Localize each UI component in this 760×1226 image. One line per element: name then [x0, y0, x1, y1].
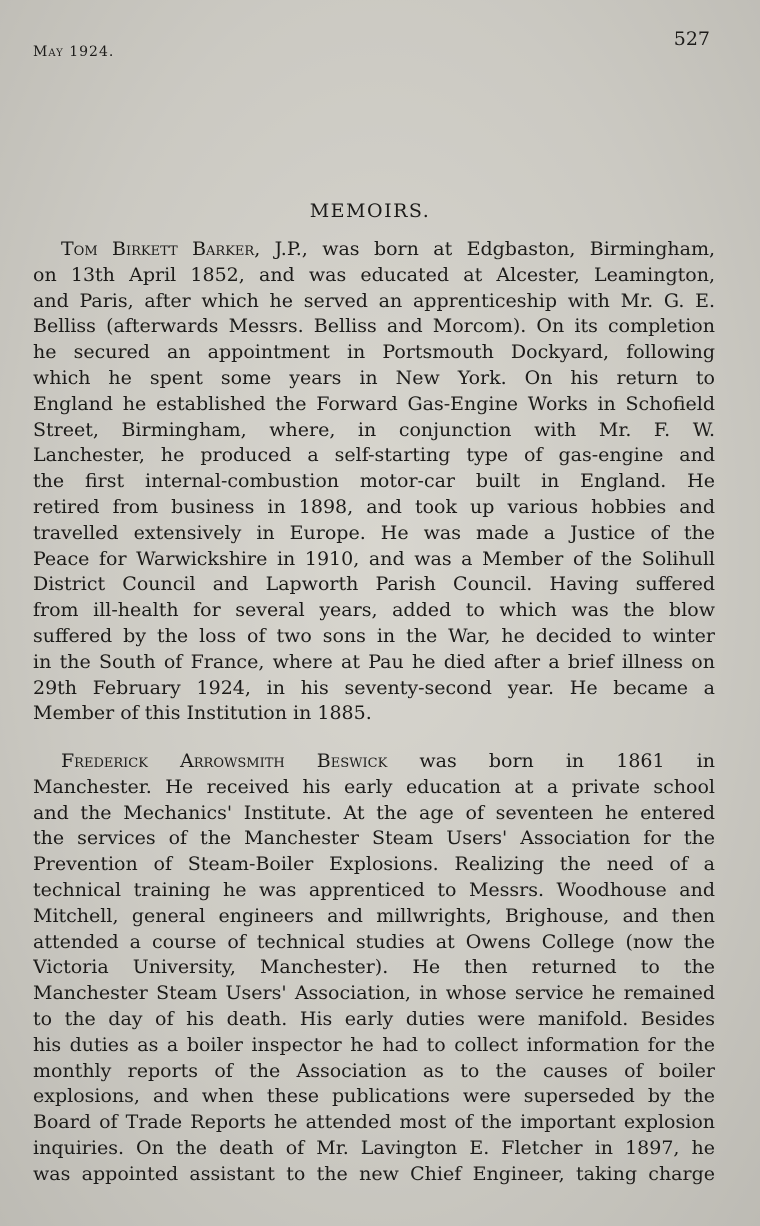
page-number: 527	[673, 28, 710, 50]
running-head	[33, 44, 114, 60]
memoir-line: monthly reports of the Association as to the causes of boiler	[33, 1059, 715, 1082]
memoir-line: Manchester. He received his early education at a private school	[33, 775, 715, 798]
memoir-line: on 13th April 1852, and was educated at Alcester, Leamington,	[33, 263, 715, 286]
memoir-line: travelled extensively in Europe. He was made a Justice of the	[33, 521, 715, 544]
memoir-line: and the Mechanics' Institute. At the age of seventeen he entered	[33, 801, 715, 824]
memoir-line: Mitchell, general engineers and millwrights, Brighouse, and then	[33, 904, 715, 927]
memoir-line: explosions, and when these publications were superseded by the	[33, 1085, 715, 1108]
memoir-line: Lanchester, he produced a self-starting type of gas-engine and	[33, 444, 715, 467]
memoir-line: Tom Birkett Barker, J.P., was born at Edgbaston, Birmingham,	[61, 238, 715, 260]
memoir-line: Manchester Steam Users' Association, in whose service he remained	[33, 982, 715, 1005]
memoir-line: retired from business in 1898, and took up various hobbies and	[33, 495, 715, 518]
memoir-line: his duties as a boiler inspector he had to collect information for the	[33, 1033, 715, 1056]
memoir-beswick	[33, 749, 715, 1188]
memoir-name: Frederick Arrowsmith Beswick	[61, 750, 388, 772]
memoir-line: the services of the Manchester Steam Users' Association for the	[33, 827, 715, 850]
memoir-line: he secured an appointment in Portsmouth Dockyard, following	[33, 341, 715, 364]
memoir-line: Prevention of Steam-Boiler Explosions. Realizing the need of a	[33, 853, 715, 876]
memoir-line: suffered by the loss of two sons in the War, he decided to winter	[33, 624, 715, 647]
running-head-month: May	[33, 44, 64, 60]
memoir-line: to the day of his death. His early duties were manifold. Besides	[33, 1007, 715, 1030]
memoir-line: Belliss (afterwards Messrs. Belliss and Morcom). On its completion	[33, 315, 715, 338]
memoir-line: District Council and Lapworth Parish Council. Having suffered	[33, 573, 715, 596]
memoir-line: Victoria University, Manchester). He then returned to the	[33, 956, 715, 979]
section-heading: MEMOIRS.	[309, 200, 431, 222]
memoir-line: Member of this Institution in 1885.	[33, 702, 372, 725]
memoir-line: 29th February 1924, in his seventy-second year. He became a	[33, 676, 715, 699]
memoir-line: in the South of France, where at Pau he died after a brief illness on	[33, 650, 715, 673]
memoir-line: Board of Trade Reports he attended most of the important explosion	[33, 1111, 715, 1134]
memoir-line: was appointed assistant to the new Chief Engineer, taking charge	[33, 1162, 715, 1185]
memoir-line: attended a course of technical studies at Owens College (now the	[33, 930, 715, 953]
running-head-year: 1924.	[69, 44, 115, 60]
memoir-line: which he spent some years in New York. On his return to	[33, 366, 715, 389]
memoir-line: inquiries. On the death of Mr. Lavington E. Fletcher in 1897, he	[33, 1136, 715, 1159]
memoir-line: and Paris, after which he served an apprenticeship with Mr. G. E.	[33, 289, 715, 312]
memoir-line: Frederick Arrowsmith Beswick was born in 1861 in	[61, 750, 715, 772]
memoir-barker	[33, 237, 715, 727]
memoir-line: the first internal-combustion motor-car built in England. He	[33, 470, 715, 493]
memoir-line: England he established the Forward Gas-Engine Works in Schofield	[33, 392, 715, 415]
memoir-line: from ill-health for several years, added to which was the blow	[33, 599, 715, 622]
memoir-name: Tom Birkett Barker	[61, 238, 255, 260]
memoir-line: technical training he was apprenticed to Messrs. Woodhouse and	[33, 878, 715, 901]
memoir-line: Peace for Warwickshire in 1910, and was a Member of the Solihull	[33, 547, 715, 570]
memoir-line: Street, Birmingham, where, in conjunction with Mr. F. W.	[33, 418, 715, 441]
